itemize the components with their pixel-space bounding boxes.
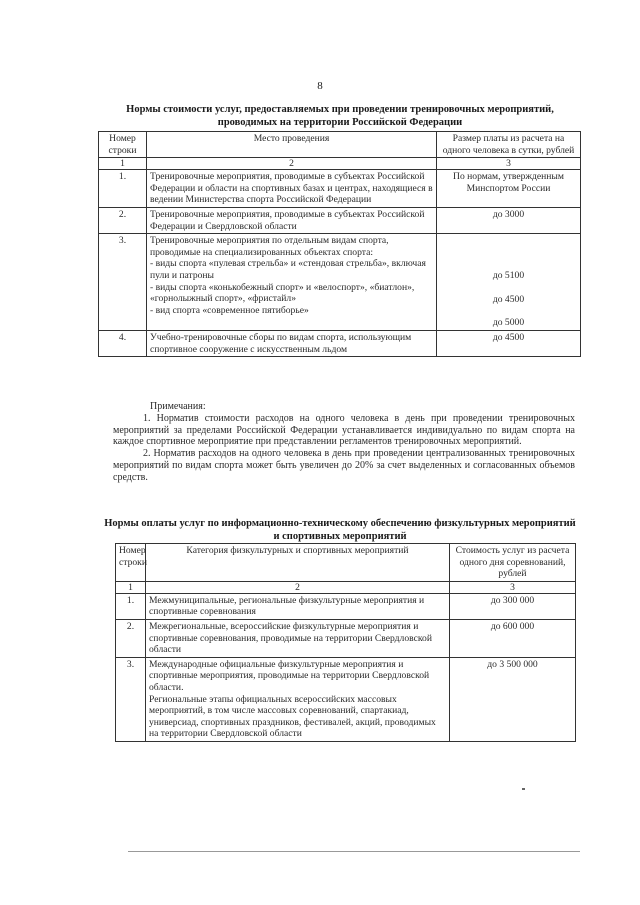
table-row <box>116 619 576 657</box>
column-index-1: 1 <box>99 158 147 170</box>
column-header-category: Категория физкультурных и спортивных мероприятий <box>146 544 450 582</box>
it-support-costs-table <box>115 543 576 742</box>
row-fee: до 5000 <box>492 317 525 329</box>
column-header-row-number: Номер строки <box>99 132 147 158</box>
place-line: - виды спорта «конькобежный спорт» и «велоспорт», «биатлон», «горнолыжный спорт», «фристайл» <box>150 281 415 305</box>
column-header-place: Место проведения <box>147 132 437 158</box>
row-place: Тренировочные мероприятия, проводимые в субъектах Российской Федерации и области на спортивных базах и центрах, находящиеся в ведении Министерства спорта Российской Федерации <box>147 170 437 208</box>
row-fee: По нормам, утвержденным Минспортом России <box>437 170 581 208</box>
table-header-row <box>99 132 581 158</box>
category-part: Региональные этапы официальных всероссийских массовых мероприятий, в том числе массовых соревнований, спартакиад, универсиад, спортивных праздников, фестивалей, акций, проводимых на территории Свердловской области <box>149 693 436 740</box>
column-index-2: 2 <box>146 581 450 593</box>
column-header-cost: Стоимость услуг из расчета одного дня соревнований, рублей <box>450 544 576 582</box>
column-header-fee: Размер платы из расчета на одного человека в сутки, рублей <box>437 132 581 158</box>
row-number: 1. <box>99 170 147 208</box>
place-line: Тренировочные мероприятия по отдельным видам спорта, проводимые на специализированных объектах спорта: <box>150 235 389 258</box>
column-index-3: 3 <box>437 158 581 170</box>
row-cost: до 600 000 <box>450 619 576 657</box>
table-header-row <box>116 544 576 582</box>
row-number: 1. <box>116 593 146 619</box>
table-row <box>99 330 581 356</box>
table2-title: Нормы оплаты услуг по информационно-техническому обеспечению физкультурных мероприятий и спортивных мероприятий <box>104 518 576 542</box>
row-number: 3. <box>99 234 147 331</box>
row-place: Учебно-тренировочные сборы по видам спорта, использующим спортивное сооружение с искусственным льдом <box>147 330 437 356</box>
column-index-1: 1 <box>116 581 146 593</box>
table-row <box>99 207 581 233</box>
note-item: 1. Норматив стоимости расходов на одного человека в день при проведении тренировочных мероприятий за пределами Российской Федерации устанавливается индивидуально по видам спорта на каждое спортивное мероприятие при представлении регламентов тренировочных мероприятий. <box>113 412 575 448</box>
column-index-3: 3 <box>450 581 576 593</box>
row-cost: до 3 500 000 <box>450 657 576 741</box>
row-fee: до 5100 <box>492 270 525 282</box>
row-fee: до 4500 <box>492 293 525 305</box>
scan-dash-line <box>128 851 580 852</box>
training-costs-table <box>98 131 581 357</box>
row-fee: до 3000 <box>437 207 581 233</box>
row-category: Межмуниципальные, региональные физкультурные мероприятия и спортивные соревнования <box>146 593 450 619</box>
row-category: Межрегиональные, всероссийские физкультурные мероприятия и спортивные соревнования, проводимые на территории Свердловской области <box>146 619 450 657</box>
row-place <box>147 234 437 331</box>
row-fee: до 4500 <box>437 330 581 356</box>
row-fee-list <box>437 234 581 331</box>
scan-mark <box>522 788 525 790</box>
row-number: 2. <box>99 207 147 233</box>
place-line: - виды спорта «пулевая стрельба» и «стендовая стрельба», включая пули и патроны <box>150 258 426 281</box>
place-line: - вид спорта «современное пятиборье» <box>150 304 309 316</box>
table-row <box>116 593 576 619</box>
column-index-row <box>99 158 581 170</box>
table-row <box>99 170 581 208</box>
category-part: Международные официальные физкультурные мероприятия и спортивные мероприятия, проводимые на территории Свердловской области. <box>149 658 430 693</box>
table-row <box>116 657 576 741</box>
row-number: 3. <box>116 657 146 741</box>
column-header-row-number: Номер строки <box>116 544 146 582</box>
notes <box>113 401 575 484</box>
table1-title: Нормы стоимости услуг, предоставляемых при проведении тренировочных мероприятий, проводимых на территории Российской Федерации <box>126 104 554 128</box>
row-cost: до 300 000 <box>450 593 576 619</box>
column-index-2: 2 <box>147 158 437 170</box>
row-place: Тренировочные мероприятия, проводимые в субъектах Российской Федерации и Свердловской области <box>147 207 437 233</box>
row-number: 4. <box>99 330 147 356</box>
row-category <box>146 657 450 741</box>
notes-heading: Примечания: <box>150 401 206 412</box>
table-row <box>99 234 581 331</box>
row-number: 2. <box>116 619 146 657</box>
page-number: 8 <box>317 80 323 92</box>
column-index-row <box>116 581 576 593</box>
note-item: 2. Норматив расходов на одного человека в день при проведении централизованных тренировочных мероприятий по видам спорта может быть увеличен до 20% за счет выделенных и согласованных объемов средств. <box>113 448 575 483</box>
